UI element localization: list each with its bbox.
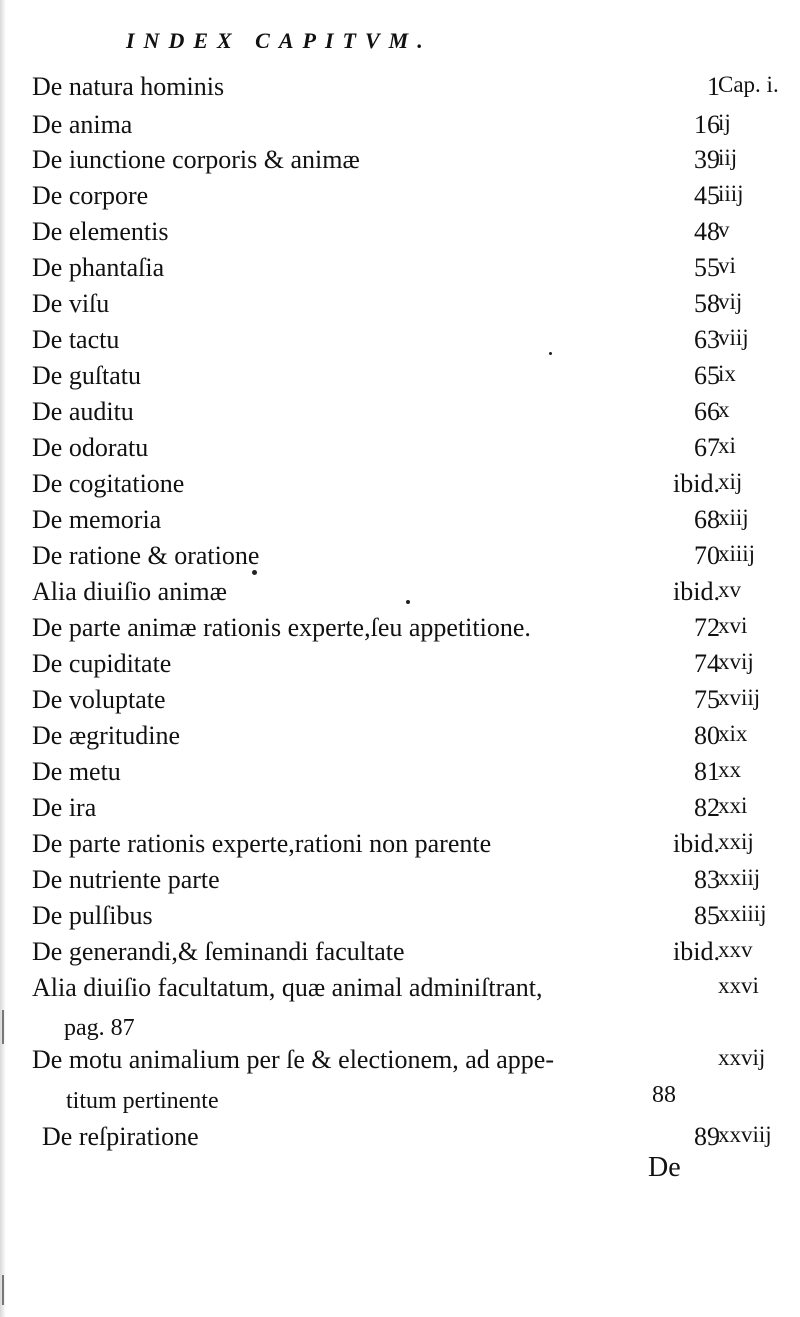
- entry-title: De auditu: [32, 397, 134, 426]
- entry-title: De nutriente parte: [32, 865, 220, 894]
- entry-chapter: x: [718, 397, 730, 422]
- entry-page: 67: [694, 433, 720, 462]
- entry-chapter: Cap. i.: [718, 72, 779, 97]
- entry-chapter: xxvi: [718, 973, 759, 998]
- entry-page: ibid.: [673, 577, 720, 606]
- entry-page: 82: [694, 793, 720, 822]
- entry-page: ibid.: [673, 937, 720, 966]
- index-entry: [32, 181, 772, 215]
- entry-title: De ira: [32, 793, 97, 822]
- scan-edge-mark: [2, 1010, 4, 1044]
- entry-page: 66: [694, 397, 720, 426]
- entry-chapter: ix: [718, 361, 736, 386]
- index-entry: [32, 72, 779, 106]
- entry-title: De phantaſia: [32, 253, 165, 282]
- index-entry: [32, 469, 772, 503]
- entry-page: 89: [694, 1122, 720, 1151]
- scan-edge-mark: [2, 1275, 4, 1305]
- entry-page: 83: [694, 865, 720, 894]
- catchword: De: [648, 1152, 681, 1183]
- entry-chapter: vi: [718, 253, 736, 278]
- entry-title: De natura hominis: [32, 72, 225, 101]
- entry-page: 72: [694, 613, 720, 642]
- index-entry: [32, 901, 772, 935]
- index-entry: [32, 685, 772, 719]
- entry-title: De elementis: [32, 217, 169, 246]
- ink-speck: [252, 570, 257, 575]
- entry-chapter: xxij: [718, 829, 754, 854]
- entry-title: De reſpiratione: [42, 1122, 199, 1151]
- index-entry: [32, 865, 772, 899]
- entry-page: 48: [694, 217, 720, 246]
- index-entry: [32, 937, 772, 971]
- entry-title: De cogitatione: [32, 469, 185, 498]
- entry-title: De cupiditate: [32, 649, 172, 678]
- entry-title: De tactu: [32, 325, 120, 354]
- entry-page: 39: [694, 145, 720, 174]
- entry-page: 70: [694, 541, 720, 570]
- index-entry: [32, 253, 772, 287]
- entry-page: ibid.: [673, 829, 720, 858]
- entry-page: 68: [694, 505, 720, 534]
- entry-page: 55: [694, 253, 720, 282]
- entry-chapter: viij: [718, 325, 749, 350]
- entry-chapter: xx: [718, 757, 741, 782]
- ink-speck: [406, 600, 410, 604]
- entry-title: De ratione & oratione: [32, 541, 260, 570]
- running-header: INDEX CAPITVM.: [126, 28, 432, 53]
- entry-title: De memoria: [32, 505, 162, 534]
- index-entry: [32, 721, 772, 755]
- entry-chapter: xxi: [718, 793, 748, 818]
- entry-title: De motu animalium per ſe & electionem, ad appe-: [32, 1045, 554, 1074]
- entry-chapter: xiij: [718, 505, 749, 530]
- index-entry: [32, 397, 772, 431]
- index-entry: [32, 649, 772, 683]
- index-entry: [32, 433, 772, 467]
- index-entry: [32, 793, 772, 827]
- entry-page: 75: [694, 685, 720, 714]
- entry-title: De iunctione corporis & animæ: [32, 145, 360, 174]
- entry-title: De viſu: [32, 289, 110, 318]
- entry-chapter: vij: [718, 289, 743, 314]
- entry-chapter: xxviij: [718, 1122, 772, 1147]
- entry-chapter: xviij: [718, 685, 761, 710]
- entry-page: 80: [694, 721, 720, 750]
- entry-chapter: xix: [718, 721, 748, 746]
- entry-title: Alia diuiſio animæ: [32, 577, 227, 606]
- entry-continuation-page: 88: [652, 1082, 676, 1108]
- index-entry: [32, 145, 772, 179]
- index-entry: [32, 973, 772, 1007]
- entry-title: De parte animæ rationis experte,ſeu appetitione.: [32, 613, 531, 642]
- entry-page: 58: [694, 289, 720, 318]
- entry-title: De parte rationis experte,rationi non parente: [32, 829, 492, 858]
- entry-continuation: pag. 87: [64, 1015, 135, 1041]
- index-entry: [32, 1045, 772, 1079]
- entry-title: De voluptate: [32, 685, 166, 714]
- entry-title: De pulſibus: [32, 901, 153, 930]
- entry-page: 16: [694, 110, 720, 139]
- index-entry: [32, 541, 772, 575]
- entry-chapter: xxiij: [718, 865, 761, 890]
- index-entry: [32, 613, 772, 647]
- entry-chapter: xv: [718, 577, 741, 602]
- entry-page: 81: [694, 757, 720, 786]
- entry-chapter: xvi: [718, 613, 748, 638]
- ink-speck: [549, 352, 552, 355]
- entry-chapter: xij: [718, 469, 743, 494]
- entry-continuation: titum pertinente: [66, 1088, 219, 1114]
- entry-chapter: iij: [718, 145, 738, 170]
- entry-title: De metu: [32, 757, 121, 786]
- entry-page: 63: [694, 325, 720, 354]
- index-entry: [32, 829, 772, 863]
- index-entry: [32, 110, 772, 144]
- index-entry: [32, 361, 772, 395]
- entry-chapter: xxiiij: [718, 901, 767, 926]
- entry-chapter: iiij: [718, 181, 744, 206]
- entry-page: 1: [707, 72, 720, 101]
- entry-chapter: xxv: [718, 937, 753, 962]
- index-entry: [32, 217, 772, 251]
- entry-page: ibid.: [673, 469, 720, 498]
- entry-chapter: xi: [718, 433, 736, 458]
- entry-title: De generandi,& ſeminandi facultate: [32, 937, 405, 966]
- entry-chapter: xiiij: [718, 541, 756, 566]
- index-entry: [32, 505, 772, 539]
- entry-chapter: v: [718, 217, 730, 242]
- scan-edge: [0, 0, 6, 1317]
- index-entry: [32, 325, 772, 359]
- entry-title: De ægritudine: [32, 721, 181, 750]
- entry-title: De anima: [32, 110, 133, 139]
- index-entry: [32, 757, 772, 791]
- entry-page: 45: [694, 181, 720, 210]
- entry-page: 74: [694, 649, 720, 678]
- entry-page: 85: [694, 901, 720, 930]
- index-entry: [32, 577, 772, 611]
- entry-title: De corpore: [32, 181, 149, 210]
- entry-title: Alia diuiſio facultatum, quæ animal adminiſtrant,: [32, 973, 543, 1002]
- index-entry: [32, 289, 772, 323]
- entry-chapter: ij: [718, 110, 731, 135]
- entry-title: De odoratu: [32, 433, 149, 462]
- entry-chapter: xvij: [718, 649, 754, 674]
- entry-chapter: xxvij: [718, 1045, 766, 1070]
- entry-title: De guſtatu: [32, 361, 142, 390]
- index-entry: [32, 1122, 772, 1156]
- entry-page: 65: [694, 361, 720, 390]
